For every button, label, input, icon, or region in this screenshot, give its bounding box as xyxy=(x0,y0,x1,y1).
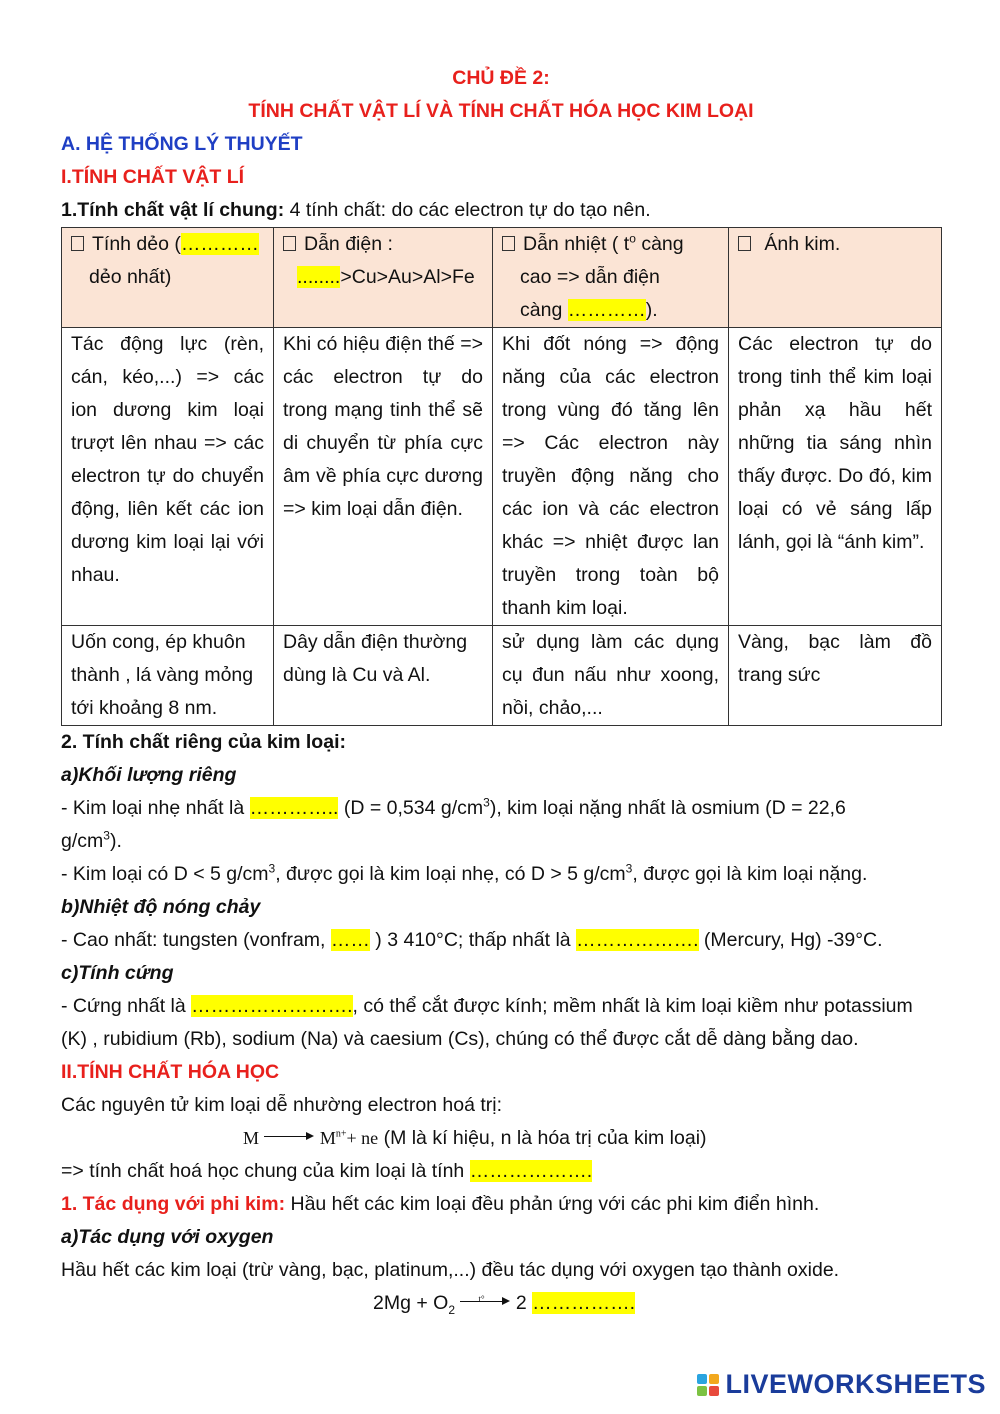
page-title: TÍNH CHẤT VẬT LÍ VÀ TÍNH CHẤT HÓA HỌC KIM LOẠI xyxy=(248,100,754,122)
hardness-line-1: - Cứng nhất là ……………………., có thể cắt được kính; mềm nhất là kim loại kiềm như potassium xyxy=(61,995,913,1017)
table-cell: Uốn cong, ép khuôn thành , lá vàng mỏng tới khoảng 8 nm. xyxy=(62,626,274,726)
density-line-1: - Kim loại nhẹ nhất là ………….. (D = 0,534 $g/cm^3$), kim loại nặng nhất là osmium (D = 22,6 xyxy=(61,795,846,819)
general-label: 1.Tính chất vật lí chung: xyxy=(61,199,285,221)
hardness-heading: c)Tính cứng xyxy=(61,962,174,984)
general-properties-line xyxy=(61,194,941,227)
mg-oxygen-equation: $2Mg + O_2$ t° 2 ……………. xyxy=(373,1292,636,1317)
density-line-2: $g/cm^3$). xyxy=(61,828,122,852)
table-row xyxy=(62,626,942,726)
oxygen-text: Hầu hết các kim loại (trừ vàng, bạc, platinum,...) đều tác dụng với oxygen tạo thành oxide. xyxy=(61,1259,840,1281)
chem-intro: Các nguyên tử kim loại dễ nhường electron hoá trị: xyxy=(61,1094,503,1116)
blank-chemical-property[interactable]: ………………. xyxy=(469,1160,593,1182)
blank-lightest-metal[interactable]: ………….. xyxy=(249,797,339,819)
brand-name: LIVEWORKSHEETS xyxy=(725,1369,986,1399)
table-cell: Tác động lực (rèn, cán, kéo,...) => các ion dương kim loại trượt lên nhau => các electron tự do chuyển động, liên kết các ion dương kim loại lại với nhau. xyxy=(62,328,274,626)
oxidation-equation: M $M^{n+}+$ ne (M là kí hiệu, n là hóa trị của kim loại) xyxy=(243,1127,707,1149)
checkbox-icon xyxy=(71,236,84,251)
checkbox-icon xyxy=(738,236,751,251)
general-text: 4 tính chất: do các electron tự do tạo nên. xyxy=(284,199,651,221)
chem-conclusion: => tính chất hoá học chung của kim loại là tính ………………. xyxy=(61,1160,593,1182)
logo-icon xyxy=(697,1374,719,1396)
blank-ductility[interactable]: ………… xyxy=(180,233,259,255)
liveworksheets-logo xyxy=(697,1369,986,1400)
table-row xyxy=(62,328,942,626)
worksheet-page xyxy=(61,62,941,1320)
hardness-line-2: (K) , rubidium (Rb), sodium (Na) và caesium (Cs), chúng có thể được cắt dễ dàng bằng dao. xyxy=(61,1028,859,1050)
header-thermal: Dẫn nhiệt ( $t^o$ càng cao => dẫn điện càng …………). xyxy=(493,228,729,328)
topic-heading: CHỦ ĐỀ 2: xyxy=(452,67,550,89)
oxygen-heading: a)Tác dụng với oxygen xyxy=(61,1226,274,1248)
physical-properties-table xyxy=(61,227,942,726)
checkbox-icon xyxy=(283,236,296,251)
table-cell: Khi đốt nóng => động năng của các electron trong vùng đó tăng lên => Các electron này truyền động năng cho các ion và các electron khác => nhiệt được lan truyền trong toàn bộ thanh kim loại. xyxy=(493,328,729,626)
header-luster: Ánh kim. xyxy=(729,228,942,328)
header-ductility: Tính dẻo (………… dẻo nhất) xyxy=(62,228,274,328)
nonmetal-reaction-line: 1. Tác dụng với phi kim: Hầu hết các kim loại đều phản ứng với các phi kim điển hình. xyxy=(61,1193,820,1215)
density-heading: a)Khối lượng riêng xyxy=(61,764,237,786)
reaction-arrow-icon: t° xyxy=(460,1295,510,1307)
section-1-heading: I.TÍNH CHẤT VẬT LÍ xyxy=(61,166,245,188)
blank-mg-product[interactable]: ……………. xyxy=(532,1292,636,1314)
table-cell: Dây dẫn điện thường dùng là Cu và Al. xyxy=(274,626,493,726)
section-a-heading: A. HỆ THỐNG LÝ THUYẾT xyxy=(61,133,303,155)
header-conductivity: Dẫn điện : ........>Cu>Au>Al>Fe xyxy=(274,228,493,328)
checkbox-icon xyxy=(502,236,515,251)
blank-tungsten-symbol[interactable]: …… xyxy=(330,929,370,951)
table-cell: Vàng, bạc làm đồ trang sức xyxy=(729,626,942,726)
reaction-arrow-icon xyxy=(264,1130,314,1142)
table-cell: Khi có hiệu điện thế => các electron tự do trong mạng tinh thể sẽ di chuyển từ phía cực âm về phía cực dương => kim loại dẫn điện. xyxy=(274,328,493,626)
melting-point-heading: b)Nhiệt độ nóng chảy xyxy=(61,896,261,918)
blank-lowest-melting[interactable]: ………………. xyxy=(576,929,699,951)
section-2-heading: II.TÍNH CHẤT HÓA HỌC xyxy=(61,1061,280,1083)
melting-point-line: - Cao nhất: tungsten (vonfram, …… ) 3 410°C; thấp nhất là ………………. (Mercury, Hg) -39°C. xyxy=(61,929,883,951)
table-cell: sử dụng làm các dụng cụ đun nấu như xoong, nồi, chảo,... xyxy=(493,626,729,726)
specific-properties-heading: 2. Tính chất riêng của kim loại: xyxy=(61,731,346,753)
blank-conductivity[interactable]: ........ xyxy=(297,266,341,288)
blank-thermal[interactable]: ………… xyxy=(567,299,646,321)
table-header-row xyxy=(62,228,942,328)
table-cell: Các electron tự do trong tinh thể kim loại phản xạ hầu hết những tia sáng nhìn thấy được. Do đó, kim loại có vẻ sáng lấp lánh, gọi là “ánh kim”. xyxy=(729,328,942,626)
density-line-3: - Kim loại có D < 5 $g/cm^3$, được gọi là kim loại nhẹ, có D > 5 $g/cm^3$, được gọi là kim loại nặng. xyxy=(61,861,868,885)
blank-hardest-metal[interactable]: ……………………. xyxy=(191,995,353,1017)
